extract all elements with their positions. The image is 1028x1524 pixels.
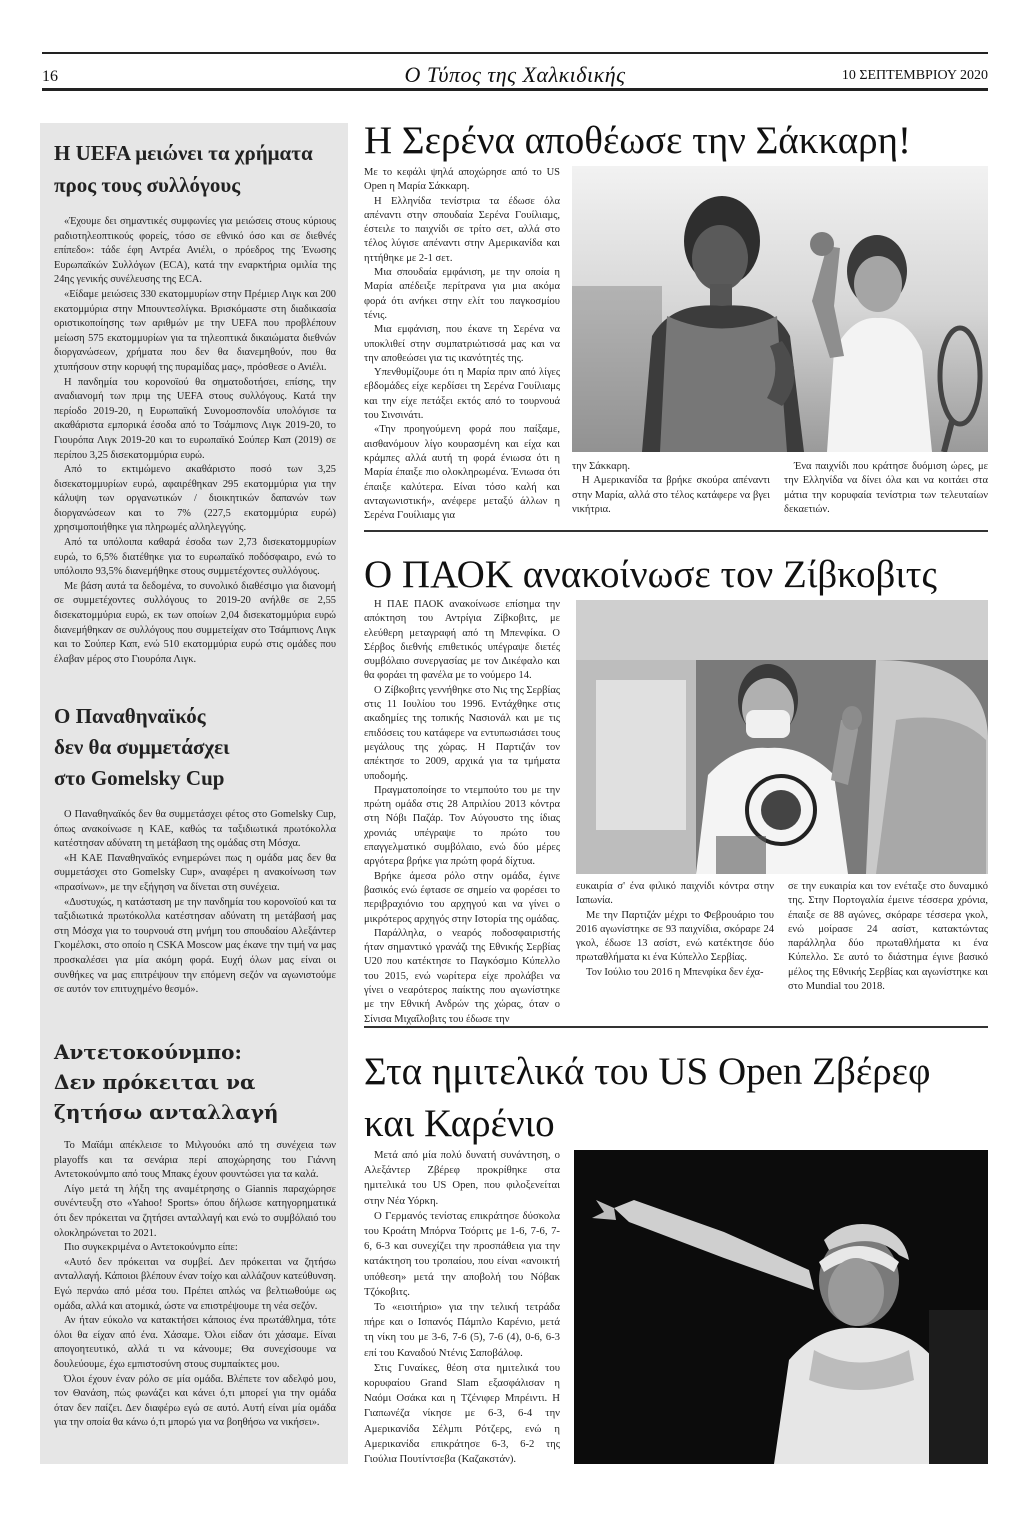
serena-headline: Η Σερένα αποθέωσε την Σάκκαρη! <box>364 119 911 162</box>
paragraph: Το «εισιτήριο» για την τελική τετράδα πήρε και ο Ισπανός Πάμπλο Καρένιο, μετά τη νίκη του με 3-6, 7-6 (5), 7-6 (4), 0-6, 6-3 επί του Καναδού Ντένις Σαποβάλοφ. <box>364 1301 560 1359</box>
antetokounmpo-body <box>54 1139 336 1431</box>
zverev-image <box>574 1150 988 1464</box>
serena-column-2 <box>572 460 770 517</box>
panathinaikos-article <box>54 701 336 998</box>
uefa-body <box>54 215 336 667</box>
paragraph: «Αυτό δεν πρόκειται να συμβεί. Δεν πρόκειται να ζητήσω ανταλλαγή. Κάποιοι βλέπουν έναν τοίχο και αλλάζουν κατεύθυνση. Εγώ περνάω από μέσα του. Πρέπει απλώς να βελτιωθούμε ως ομάδα, αλλά και ατομικά, ώστε να επιστρέψουμε τη νέα σεζόν. <box>54 1256 336 1312</box>
antetokounmpo-headline: Αντετοκούνμπο: Δεν πρόκειται να ζητήσω ανταλλαγή <box>54 1040 279 1124</box>
zivkovic-image <box>576 600 988 874</box>
article-separator <box>364 530 988 532</box>
uefa-article <box>54 137 336 667</box>
paragraph: Μια σπουδαία εμφάνιση, με την οποία η Μαρία απέδειξε περίτρανα για μια ακόμα φορά ότι ανήκει στην ελίτ του παγκοσμίου τένις. <box>364 267 560 321</box>
paragraph: Με την Παρτιζάν μέχρι το Φεβρουάριο του 2016 αγωνίστηκε σε 93 παιχνίδια, σκόραρε 24 γκολ, έδωσε 13 ασίστ, ενώ κατέκτησε δύο πρωταθλήματα κι ένα Κύπελλο Σερβίας. <box>576 909 774 964</box>
serena-sakkari-photo <box>572 166 988 452</box>
paragraph: Με βάση αυτά τα δεδομένα, το συνολικό διαθέσιμο για διανομή σε συμμετέχοντες συλλόγους το 2019-20 ανήλθε σε 2,55 δισεκατομμύρια ευρώ, εκ των οποίων 2,04 δισεκατομμύρια ευρώ διανεμήθηκαν σε συλλόγους που συμμετείχαν στο Τσάμπιονς Λιγκ και το Σούπερ Καπ, ενώ 510 εκατομμύρια ευρώ στις ομάδες που έλαβαν μέρος στο Γιουρόπα Λιγκ. <box>54 580 336 665</box>
serena-sakkari-image <box>572 166 988 452</box>
paragraph: την Σάκκαρη. <box>572 461 631 472</box>
paragraph: Υπενθυμίζουμε ότι η Μαρία πριν από λίγες εβδομάδες είχε κερδίσει τη Σερένα Γουίλιαμς και την είχε πετάξει εκτός από το τουρνουά του Σινσινάτι. <box>364 367 560 422</box>
zverev-photo <box>574 1150 988 1464</box>
paragraph: Βρήκε άμεσα ρόλο στην ομάδα, έγινε βασικός ενώ έφτασε σε σημείο να φορέσει το περιβραχιόνιο του αρχηγού και να γίνει ο μικρότερος αρχηγός στην Ιστορία της ομάδας. <box>364 870 560 925</box>
paragraph: Ένα παιχνίδι που κράτησε δυόμιση ώρες, με την Ελληνίδα να δίνει όλα και να κοιτάει στα μάτια την κορυφαία τενίστρια των τελευταίων δεκαετιών. <box>784 461 988 515</box>
paragraph: Από το εκτιμώμενο ακαθάριστο ποσό των 3,25 δισεκατομμυρίων ευρώ, αφαιρέθηκαν 295 εκατομμύρια για την κάλυψη των οργανωτικών / διοικητικών δαπανών των διοργανώσεων και το 7% (227,5 εκατομμύρια ευρώ) χρησιμοποιήθηκε για πληρωμές αλληλεγγύης. <box>54 464 336 534</box>
panathinaikos-body <box>54 808 336 998</box>
serena-column-3 <box>784 460 988 517</box>
sidebar-column <box>40 123 348 1464</box>
paragraph: «Την προηγούμενη φορά που παίξαμε, αισθανόμουν λίγο κουρασμένη και είχα και κράμπες αλλά αυτή τη φορά ένιωσα ότι η Μαρία έπαιξε πιο ολοκληρωμένα. Ένιωσα ότι έπαιξε καλύτερα. Είναι τόσο καλή και ανταγωνιστική», ανέφερε μεταξύ άλλων η Σερένα Γουίλιαμς για <box>364 424 560 522</box>
paragraph: Πιο συγκεκριμένα ο Αντετοκούνμπο είπε: <box>64 1242 238 1254</box>
paragraph: Η Ελληνίδα τενίστρια τα έδωσε όλα απέναντι στην σπουδαία Σερένα Γουίλιαμς, έστειλε το παιχνίδι σε τρίτο σετ, αλλά στο τέλος λύγισε απέναντι στην Αμερικανίδα και ηττήθηκε με 2-1 σετ. <box>364 195 560 264</box>
paragraph: Ο Ζίβκοβιτς γεννήθηκε στο Νις της Σερβίας στις 11 Ιουλίου του 1996. Εντάχθηκε στις ακαδημίες της τοπικής Νασιονάλ και με τις επιδόσεις του κατάφερε να εντυπωσιάσει τους μεγάλους της χώρας. Η Παρτιζάν τον απέκτησε το 2009, αρχικά για τα τμήματα υποδομής. <box>364 684 560 782</box>
uefa-headline: Η UEFA μειώνει τα χρήματα προς τους συλλόγους <box>54 141 313 197</box>
panathinaikos-headline: Ο Παναθηναϊκός δεν θα συμμετάσχει στο Gomelsky Cup <box>54 704 230 790</box>
paragraph: «Είδαμε μειώσεις 330 εκατομμυρίων στην Πρέμιερ Λιγκ και 200 εκατομμύρια στην Μπουντεσλίγκα. Βρισκόμαστε στη διαδικασία οριστικοποίησης των αριθμών με την UEFA που προβλέπουν μείωση 575 εκατομμυρίων για τα τηλεοπτικά δικαιώματα διεθνών διοργανώσεων, χρήματα που δεν θα διανεμηθούν, που θα χτυπήσουν στην κορυφή της πυραμίδας μας», πρόσθεσε ο Ανιέλι. <box>54 288 336 373</box>
paragraph: σε την ευκαιρία και τον ενέταξε στο δυναμικό της. Στην Πορτογαλία έμεινε τέσσερα χρόνια, έπαιξε σε 88 αγώνες, σκόραρε τέσσερα γκολ, ενώ μοίρασε 24 ασίστ, κατακτώντας παράλληλα δύο πρωταθλήματα κι ένα Κύπελλο. Σε αυτό το διάστημα έγινε βασικό μέλος της Εθνικής Σερβίας και αγωνίστηκε και στο Mundial του 2018. <box>788 881 988 993</box>
paragraph: Τον Ιούλιο του 2016 η Μπενφίκα δεν έχα- <box>586 966 764 978</box>
paragraph: Αν ήταν εύκολο να κατακτήσει κάποιος ένα πρωτάθλημα, τότε όλοι θα είχαν από ένα. Χάσαμε. Όλοι είδαν ότι χάσαμε. Είναι απογοητευτικό, αλλά τι να κάνουμε; Θα συνεχίσουμε να δουλεύουμε, έχω εμπιστοσύνη στους συμπαίκτες μου. <box>54 1315 336 1370</box>
paragraph: Η ΠΑΕ ΠΑΟΚ ανακοίνωσε επίσημα την απόκτηση του Αντρίγια Ζίβκοβιτς, με ελεύθερη μεταγραφή από τη Μπενφίκα. Ο Σέρβος διεθνής επιθετικός υπέγραψε διετές συμβόλαιο συνεργασίας με τον Δικέφαλο και θα φοράει τη φανέλα με το νούμερο 14. <box>364 599 560 682</box>
paok-headline: Ο ΠΑΟΚ ανακοίνωσε τον Ζίβκοβιτς <box>364 553 937 596</box>
article-separator <box>364 1026 988 1028</box>
page-number: 16 <box>42 68 58 85</box>
paragraph: Όλοι έχουν έναν ρόλο σε μία ομάδα. Βλέπετε τον αδελφό μου, τον Θανάση, πώς φωνάζει και κάνει ό,τι μπορεί για την ομάδα όταν δεν παίζει. Δεν διαφέρω εγώ σε αυτό. Αυτή είναι μία ομάδα για την οποία θα κάνω ό,τι μπορώ για να βοηθήσω να νικήσει». <box>54 1373 336 1429</box>
paragraph: Λίγο μετά τη λήξη της αναμέτρησης ο Giannis παραχώρησε συνέντευξη στο «Yahoo! Sports» όπου δήλωσε κατηγορηματικά ότι δεν πρόκειται να ζητήσει ανταλλαγή και ενώ το συμβόλαιό του ολοκληρώνεται το 2021. <box>54 1183 336 1239</box>
paragraph: Με το κεφάλι ψηλά αποχώρησε από το US Open η Μαρία Σάκκαρη. <box>364 167 560 193</box>
antetokounmpo-article <box>54 1037 336 1431</box>
paragraph: «Δυστυχώς, η κατάσταση με την πανδημία του κορονοϊού και τα ταξιδιωτικά πρωτόκολλα κατέστησαν αδύνατη τη μετάβασή μας στη Μόσχα για το τουρνουά στη μνήμη του σπουδαίου Αλεξάντερ Γκομέλσκι, στο οποίο η CSKA Moscow μας έκανε την τιμή να μας προσκαλέσει για μία ακόμη φορά. Ευχή όλων μας είναι οι συνθήκες να μας επιτρέψουν την επόμενη σεζόν να αγωνιστούμε σε αυτόν τον επιτυχημένο θεσμό». <box>54 896 336 996</box>
paok-column-2 <box>576 880 774 980</box>
masthead: Ο Τύπος της Χαλκιδικής <box>404 62 626 87</box>
usopen-headline: Στα ημιτελικά του US Open Ζβέρεφ και Καρένιο <box>364 1050 931 1145</box>
header-top-rule <box>42 52 988 54</box>
paragraph: Από τα υπόλοιπα καθαρά έσοδα των 2,73 δισεκατομμυρίων ευρώ, το 6,5% διατέθηκε για το ευρωπαϊκό ποδόσφαιρο, ενώ το υπόλοιπο 93,5% διανεμήθηκε στους συμμετέχοντες συλλόγους. <box>54 537 336 578</box>
paragraph: «Η ΚΑΕ Παναθηναϊκός ενημερώνει πως η ομάδα μας δεν θα συμμετάσχει στο Gomelsky Cup», αναφέρει η ανακοίνωση των «πρασίνων», με την εξήγηση να δίνεται στη συνέχεια. <box>54 852 336 893</box>
paragraph: ευκαιρία σ' ένα φιλικό παιχνίδι κόντρα στην Ιαπωνία. <box>576 881 774 907</box>
header-bottom-rule <box>42 88 988 91</box>
issue-date: 10 ΣΕΠΤΕΜΒΡΙΟΥ 2020 <box>841 68 988 83</box>
paok-column-1 <box>364 598 560 1027</box>
paragraph: Η πανδημία του κορονοϊού θα σηματοδοτήσει, επίσης, την αναδιανομή των πριμ της UEFA στους συλλόγους. Κατά την περίοδο 2019-20, η Ευρωπαϊκή Συνομοσπονδία υπολόγισε τα ακαθάριστα εμπορικά έσοδα από το Τσάμπιονς Λιγκ 2019-20, το Γιουρόπα Λιγκ 2019-20 και το ευρωπαϊκό Σούπερ Καπ (2019) σε περίπου 3,25 δισεκατομμύρια ευρώ. <box>54 376 336 461</box>
paragraph: Παράλληλα, ο νεαρός ποδοσφαιριστής ήταν σημαντικό γρανάζι της Εθνικής Σερβίας U20 που κατέκτησε το Παγκόσμιο Κύπελλο του 2015, ενώ νωρίτερα είχε προλάβει να γίνει ο νεαρότερος παίκτης που αγωνίστηκε με την Εθνική Ανδρών της χώρας, όταν ο Σίνισα Μιχαΐλοβιτς του έδωσε την <box>364 927 560 1025</box>
paok-column-3 <box>788 880 988 994</box>
paragraph: Πραγματοποίησε το ντεμπούτο του με την πρώτη ομάδα στις 28 Απριλίου 2013 κόντρα στη Νόβι Παζάρ. Τον Αύγουστο της ίδιας χρονιάς υπέγραψε το πρώτο του επαγγελματικό συμβόλαιο, ενώ δύο μέρες αργότερα βρήκε για πρώτη φορά δίχτυα. <box>364 784 560 868</box>
paragraph: Μια εμφάνιση, που έκανε τη Σερένα να υποκλιθεί στην συμπατριώτισσά μας και να την αποθεώσει για τις ικανότητές της. <box>364 324 560 364</box>
paragraph: Το Μαϊάμι απέκλεισε το Μιλγουόκι από τη συνέχεια των playoffs και τα σενάρια περί αποχώρησης του Γιάννη Αντετοκούνμπο από τους Μπακς έχουν φουντώσει για τα καλά. <box>54 1140 336 1181</box>
zivkovic-photo <box>576 600 988 874</box>
serena-column-1 <box>364 166 560 523</box>
usopen-column-1 <box>364 1148 560 1467</box>
paragraph: Ο Γερμανός τενίστας επικράτησε δύσκολα του Κροάτη Μπόρνα Τσόριτς με 1-6, 7-6, 7-6, 6-3 και συνεχίζει την προσπάθεια για την κατάκτηση του τροπαίου, που είναι «ανοικτή υπόθεση» μετά την αποβολή του Νόβακ Τζόκοβιτς. <box>364 1209 560 1298</box>
paragraph: Στις Γυναίκες, θέση στα ημιτελικά του κορυφαίου Grand Slam εξασφάλισαν η Ναόμι Οσάκα και η Τζένιφερ Μπρέιντι. Η Γιαπωνέζα νίκησε με 6-3, 6-4 την Αμερικανίδα Σέλμπι Ρότζερς, ενώ η Αμερικανίδα επικράτησε 6-3, 6-2 της Γιούλια Πουτίντσεβα (Καζακστάν). <box>364 1361 560 1466</box>
page-header <box>42 52 988 92</box>
paragraph: Ο Παναθηναϊκός δεν θα συμμετάσχει φέτος στο Gomelsky Cup, όπως ανακοίνωσε η ΚΑΕ, καθώς τα ταξιδιωτικά πρωτόκολλα κατέστησαν αδύνατη τη μετάβαση της ομάδας στη Μόσχα. <box>54 809 336 850</box>
paragraph: Η Αμερικανίδα τα βρήκε σκούρα απέναντι στην Μαρία, αλλά στο τέλος κατάφερε να βγει νικήτρια. <box>572 475 770 515</box>
paragraph: «Έχουμε δει σημαντικές συμφωνίες για μειώσεις στους κύριους ραδιοτηλεοπτικούς φορείς, τόσο σε εθνικό όσο και σε διεθνές επίπεδο»: τάδε έφη Αντρέα Ανιέλι, ο πρόεδρος της Ένωσης Ευρωπαϊκών Συλλόγων (ECA), κατά την εναρκτήρια ομιλία της 24ης γενικής συνέλευσης της ECA. <box>54 216 336 286</box>
paragraph: Μετά από μία πολύ δυνατή συνάντηση, ο Αλεξάντερ Ζβέρεφ προκρίθηκε στα ημιτελικά του US Open, που φιλοξενείται στην Νέα Υόρκη. <box>364 1149 560 1207</box>
